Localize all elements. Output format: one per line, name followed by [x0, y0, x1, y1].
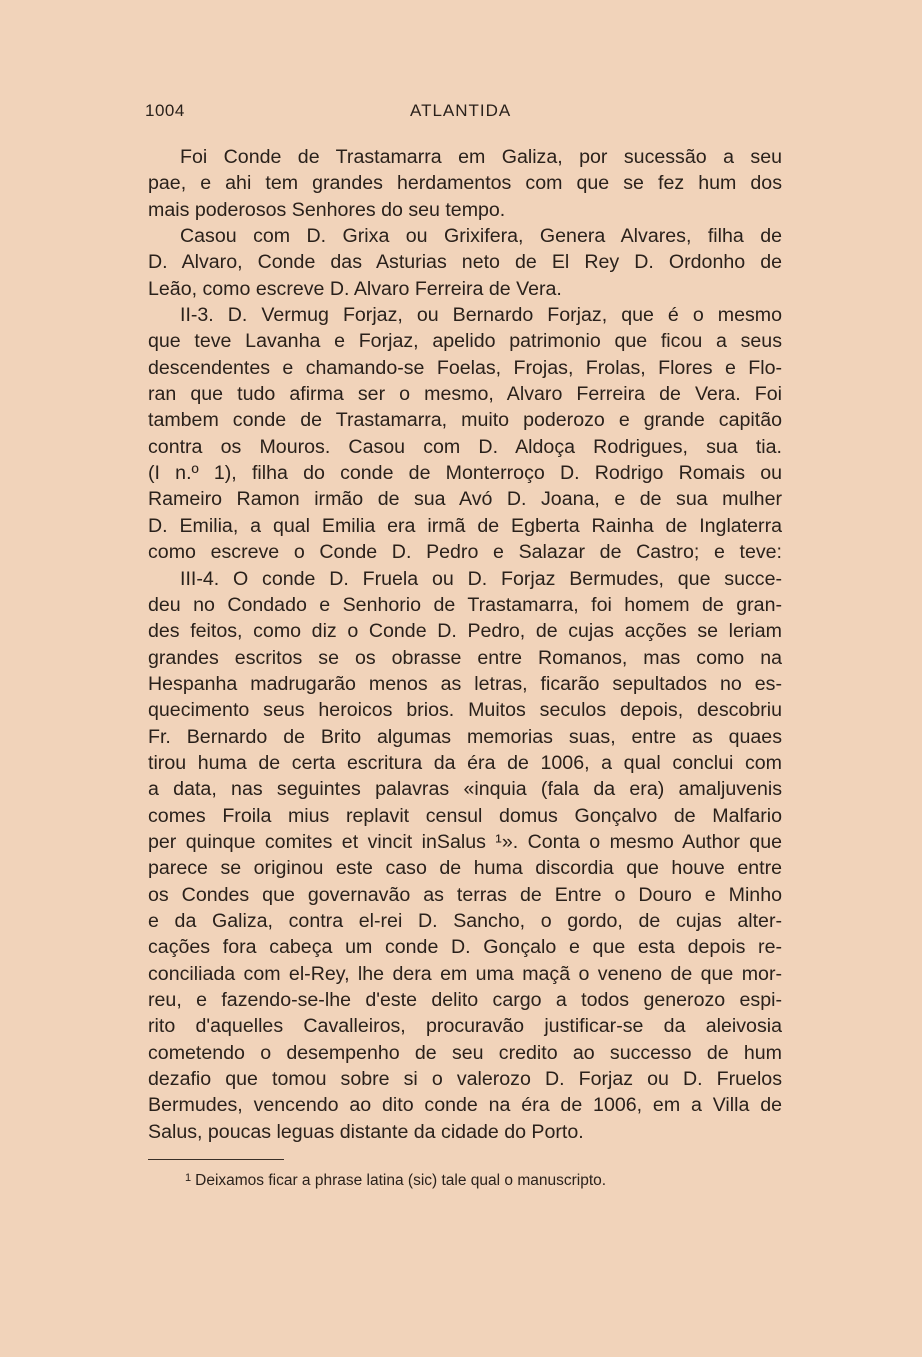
text-line: Casou com D. Grixa ou Grixifera, Genera Alvares, filha de — [180, 225, 782, 248]
text-line: ran que tudo afirma ser o mesmo, Alvaro Ferreira de Vera. Foi — [148, 383, 782, 406]
text-line: comes Froila mius replavit censul domus Gonçalvo de Malfario — [148, 804, 782, 827]
text-line: Rameiro Ramon irmão de sua Avó D. Joana, e de sua mulher — [148, 488, 782, 511]
text-line: deu no Condado e Senhorio de Trastamarra, foi homem de gran- — [148, 593, 782, 616]
text-line: pae, e ahi tem grandes herdamentos com que se fez hum dos — [148, 172, 782, 195]
text-line: como escreve o Conde D. Pedro e Salazar de Castro; e teve: — [148, 541, 782, 564]
footnote-divider — [148, 1159, 284, 1160]
text-line: Fr. Bernardo de Brito algumas memorias suas, entre as quaes — [148, 725, 782, 748]
text-line: conciliada com el-Rey, lhe dera em uma maçã o veneno de que mor- — [148, 962, 782, 985]
text-line: Bermudes, vencendo ao dito conde na éra de 1006, em a Villa de — [148, 1094, 782, 1117]
text-line: cações fora cabeça um conde D. Gonçalo e que esta depois re- — [148, 936, 782, 959]
text-line: Hespanha madrugarão menos as letras, ficarão sepultados no es- — [148, 672, 782, 695]
text-line: quecimento seus heroicos brios. Muitos seculos depois, descobriu — [148, 699, 782, 722]
text-line: e da Galiza, contra el-rei D. Sancho, o gordo, de cujas alter- — [148, 909, 782, 932]
text-line: des feitos, como diz o Conde D. Pedro, de cujas acções se leriam — [148, 620, 782, 643]
text-line: Salus, poucas leguas distante da cidade do Porto. — [148, 1120, 584, 1143]
text-line: que teve Lavanha e Forjaz, apelido patrimonio que ficou a seus — [148, 330, 782, 353]
text-line: os Condes que governavão as terras de Entre o Douro e Minho — [148, 883, 782, 906]
text-line: contra os Mouros. Casou com D. Aldoça Rodrigues, sua tia. — [148, 435, 782, 458]
running-title: ATLANTIDA — [410, 101, 512, 120]
body-text — [148, 144, 782, 1145]
footnote — [185, 1172, 606, 1190]
text-line: a data, nas seguintes palavras «inquia (fala da era) amaljuvenis — [148, 778, 782, 801]
text-line: descendentes e chamando-se Foelas, Frojas, Frolas, Flores e Flo- — [148, 356, 782, 379]
text-line: reu, e fazendo-se-lhe d'este delito cargo a todos generozo espi- — [148, 989, 782, 1011]
text-line: tirou huma de certa escritura da éra de 1006, a qual conclui com — [148, 751, 782, 774]
text-line: parece se originou este caso de huma discordia que houve entre — [148, 857, 782, 880]
text-line: cometendo o desempenho de seu credito ao successo de hum — [148, 1041, 782, 1064]
text-line: D. Alvaro, Conde das Asturias neto de El Rey D. Ordonho de — [148, 251, 782, 274]
text-line: dezafio que tomou sobre si o valerozo D. Forjaz ou D. Fruelos — [148, 1068, 782, 1091]
text-line: (I n.º 1), filha do conde de Monterroço D. Rodrigo Romais ou — [148, 462, 782, 485]
text-line: III-4. O conde D. Fruela ou D. Forjaz Bermudes, que succe- — [180, 567, 782, 590]
text-line: grandes escritos se os obrasse entre Romanos, mas como na — [148, 646, 782, 669]
text-line: tambem conde de Trastamarra, muito poderozo e grande capitão — [148, 409, 782, 432]
footnote-text: Deixamos ficar a phrase latina (sic) tale qual o manuscripto. — [195, 1172, 607, 1189]
text-line: mais poderosos Senhores do seu tempo. — [148, 198, 506, 221]
text-line: Leão, como escreve D. Alvaro Ferreira de Vera. — [148, 277, 562, 300]
text-line: II-3. D. Vermug Forjaz, ou Bernardo Forjaz, que é o mesmo — [180, 304, 782, 327]
page-header — [145, 101, 785, 127]
footnote-mark: 1 — [185, 1172, 192, 1184]
text-line: Foi Conde de Trastamarra em Galiza, por sucessão a seu — [180, 146, 782, 168]
text-line: per quinque comites et vincit inSalus ¹». Conta o mesmo Author que — [148, 830, 782, 853]
page-number: 1004 — [145, 101, 185, 120]
text-line: D. Emilia, a qual Emilia era irmã de Egberta Rainha de Inglaterra — [148, 514, 782, 537]
text-line: rito d'aquelles Cavalleiros, procuravão justificar-se da aleivosia — [148, 1015, 782, 1038]
